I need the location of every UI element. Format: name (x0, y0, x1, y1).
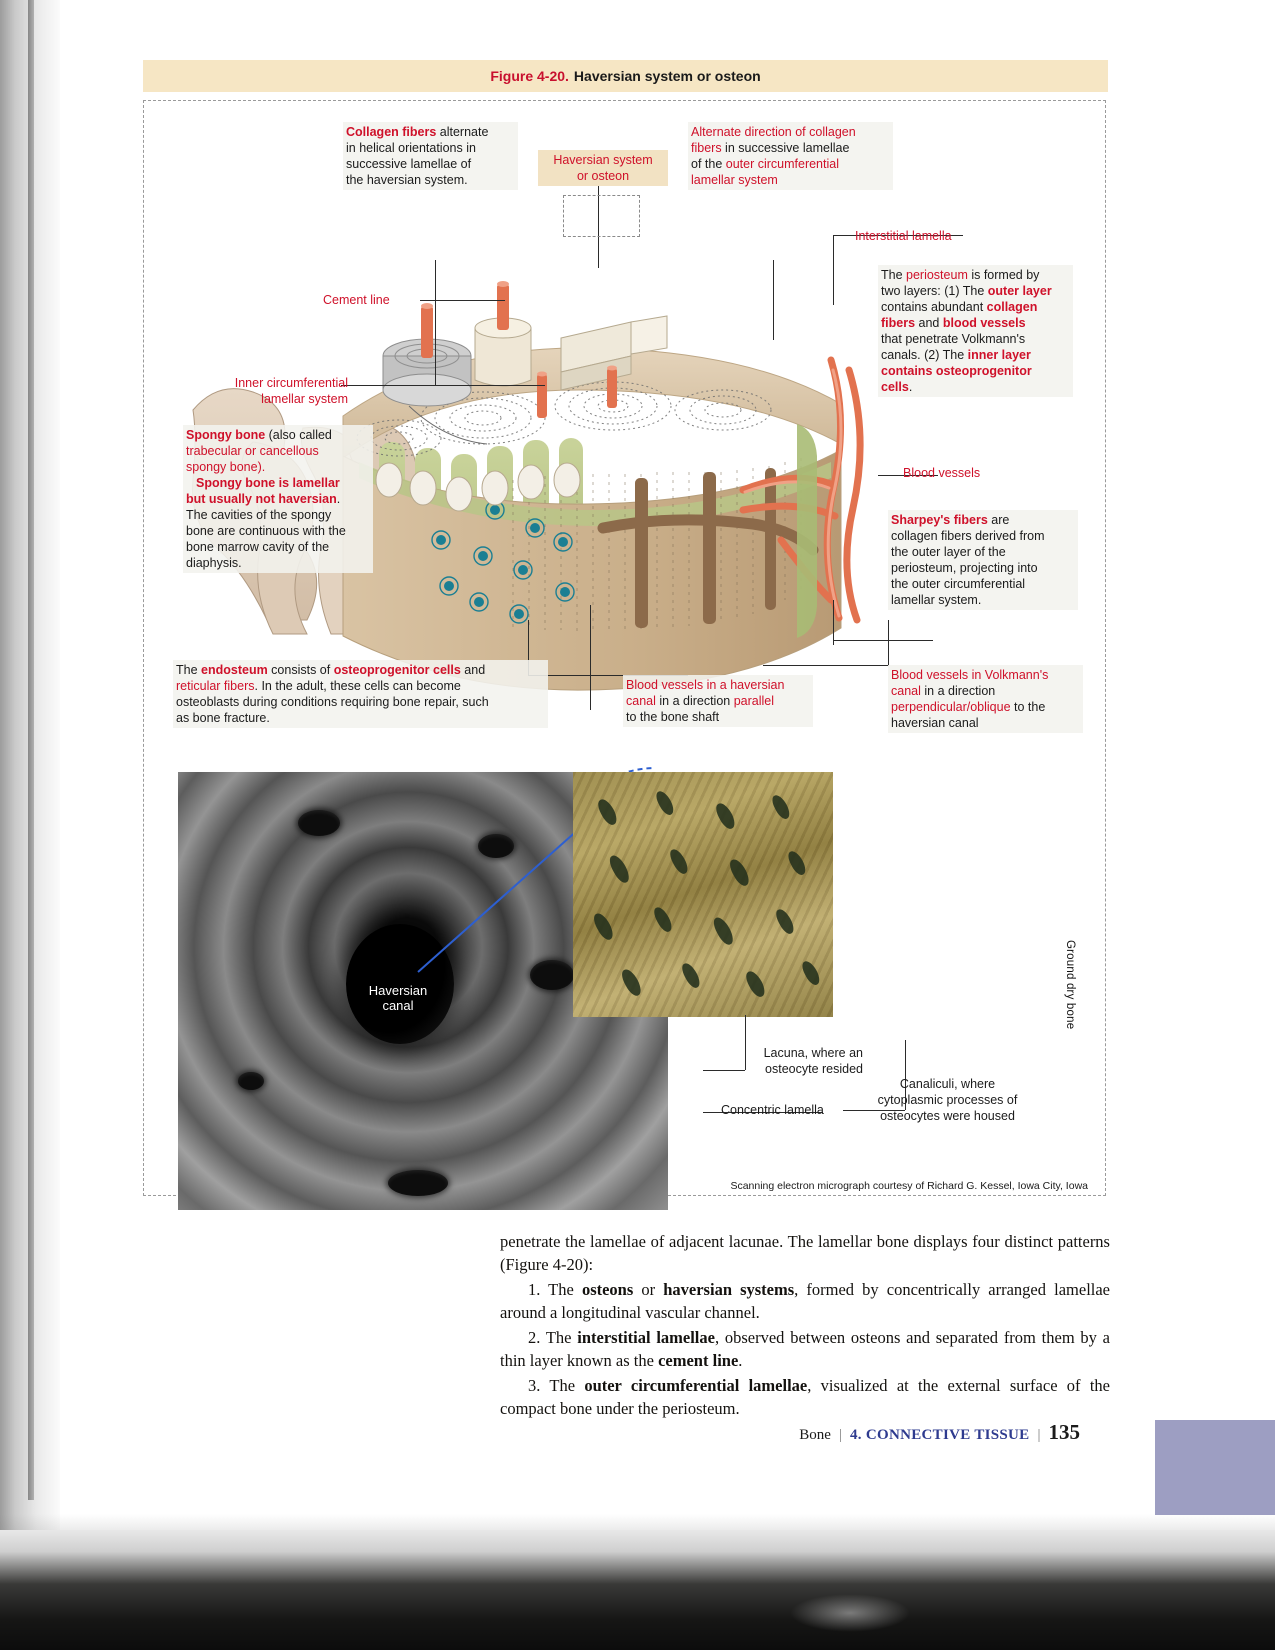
footer-chapter: 4. CONNECTIVE TISSUE (849, 1427, 1030, 1443)
leader-line (420, 300, 505, 301)
callout-concentric-lamella: Concentric lamella (721, 1103, 824, 1117)
leader-line (833, 640, 933, 641)
figure-number: Figure 4-20. (490, 68, 569, 84)
callout-interstitial-lamella: Interstitial lamella (855, 229, 952, 243)
figure-title-bar (143, 60, 1108, 92)
callout-blood-vessels-volkmann: Blood vessels in Volkmann's canal in a direction perpendicular/oblique to the haversian canal (888, 665, 1083, 733)
paragraph-2: 2. The interstitial lamellae, observed between osteons and separated from them by a thin layer known as the cement line. (500, 1327, 1110, 1371)
leader-line (341, 385, 486, 386)
ghost-text (140, 1238, 144, 1254)
callout-sharpeys-fibers: Sharpey's fibers are collagen fibers derived from the outer layer of the periosteum, projecting into the outer circumferential lamellar system. (888, 510, 1078, 610)
figure-title: Haversian system or osteon (573, 68, 761, 84)
figure-4-20 (143, 60, 1108, 1200)
callout-canaliculi: Canaliculi, where cytoplasmic processes of osteocytes were housed (877, 1077, 1018, 1123)
leader-line (763, 665, 888, 666)
leader-line (833, 600, 834, 645)
scanner-glare (790, 1594, 910, 1632)
leader-line (833, 235, 834, 305)
leader-line (888, 620, 889, 666)
footer-separator: | (838, 1427, 842, 1443)
footer-section: Bone (799, 1427, 831, 1443)
leader-line (590, 605, 591, 710)
sem-label-haversian-canal: Haversian canal (368, 983, 428, 1013)
paragraph-1: 1. The osteons or haversian systems, formed by concentrically arranged lamellae around a longitudinal vascular channel. (500, 1279, 1111, 1323)
body-text (500, 1230, 1110, 1421)
scanner-bed (0, 1530, 1275, 1650)
callout-haversian-system-tag: Haversian system or osteon (538, 150, 668, 186)
callout-collagen-fibers: Collagen fibers alternate in helical orientations in successive lamellae of the haversian system. (343, 122, 518, 190)
paragraph-3: 3. The outer circumferential lamellae, visualized at the external surface of the compact bone under the periosteum. (500, 1375, 1110, 1418)
footer-page-separator: | (1037, 1427, 1041, 1443)
book-spine (28, 0, 34, 1500)
callout-lacuna: Lacuna, where an osteocyte resided (763, 1046, 863, 1076)
callout-endosteum: The endosteum consists of osteoprogenitor cells and reticular fibers. In the adult, these cells can become osteoblasts during conditions requiring bone repair, such as bone fracture. (173, 660, 548, 728)
leader-line (435, 260, 436, 385)
callout-periosteum: The periosteum is formed by two layers: (1) The outer layer contains abundant collagen fibers and blood vessels that penetrate Volkmann's canals. (2) The inner layer contains osteoprogenitor cells. (878, 265, 1073, 397)
callout-inner-circumferential: Inner circumferential lamellar system (234, 376, 348, 406)
figure-credit: Scanning electron micrograph courtesy of Richard G. Kessel, Iowa City, Iowa (730, 1180, 1088, 1192)
callout-alternate-direction: Alternate direction of collagen fibers in successive lamellae of the outer circumferential lamellar system (688, 122, 893, 190)
paragraph-continuation: penetrate the lamellae of adjacent lacunae. The lamellar bone displays four distinct patterns (Figure 4-20): (500, 1232, 1110, 1275)
page-number: 135 (1048, 1420, 1080, 1444)
leader-line (773, 260, 774, 340)
ghost-text (140, 1262, 144, 1278)
callout-dashed-box (563, 195, 640, 237)
callout-blood-vessels: Blood vessels (903, 466, 981, 480)
page-edge-color-block (1155, 1420, 1275, 1515)
callout-blood-vessels-parallel: Blood vessels in a haversian canal in a direction parallel to the bone shaft (623, 675, 813, 727)
callout-cement-line: Cement line (323, 293, 390, 307)
ground-dry-bone-micrograph (573, 772, 833, 1017)
label-ground-dry-bone: Ground dry bone (1064, 940, 1076, 1030)
page-footer (700, 1420, 1080, 1445)
callout-spongy-bone: Spongy bone (also called trabecular or cancellous spongy bone). Spongy bone is lamellar but usually not haversian. The cavities of the spongy bone are continuous with the bone marrow cavity of the diaphysis. (183, 425, 373, 573)
